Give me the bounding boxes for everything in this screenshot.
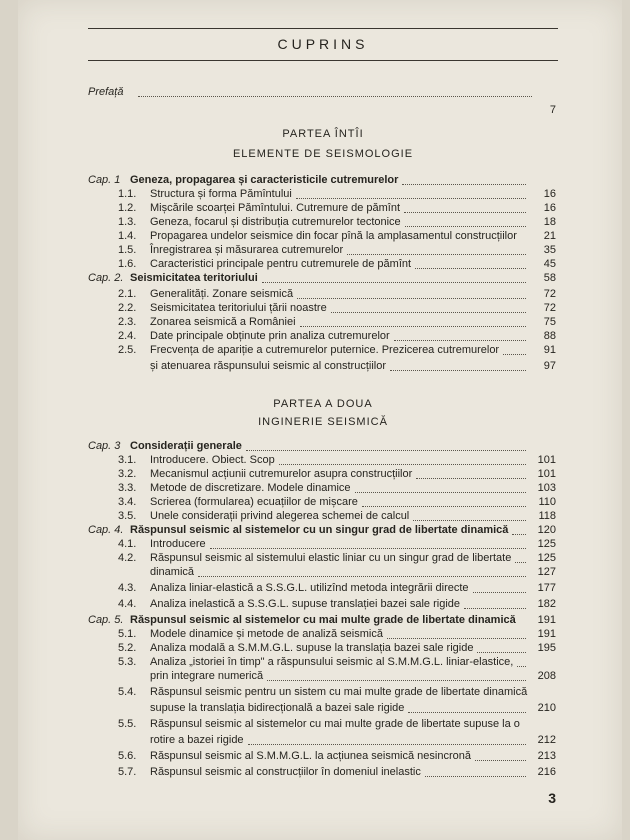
entry-page: 210 <box>537 702 556 714</box>
entry-title: Mișcările scoarței Pămîntului. Cutremure de pămînt <box>150 202 401 214</box>
entry-title: Unele considerații privind alegerea schemei de calcul <box>150 510 410 522</box>
entry-title: Răspunsul seismic al construcțiilor în domeniul inelastic <box>150 766 421 778</box>
entry-page: 88 <box>543 330 556 342</box>
dot-leader <box>267 680 526 681</box>
title-rule <box>88 60 558 61</box>
entry-title: Răspunsul seismic pentru un sistem cu mai multe grade de libertate dinamică <box>150 686 528 698</box>
entry-title: Frecvența de apariție a cutremurelor puternice. Prezicerea cutremurelor <box>150 344 500 356</box>
dot-leader <box>138 96 532 97</box>
entry-number: 5.1. <box>118 628 137 640</box>
entry-number: 2.5. <box>118 344 137 356</box>
entry-title: Metode de discretizare. Modele dinamice <box>150 482 351 494</box>
entry-page: 127 <box>537 566 556 578</box>
dot-leader <box>387 638 526 639</box>
entry-title: dinamică <box>150 566 195 578</box>
entry-page: 16 <box>543 188 556 200</box>
dot-leader <box>415 268 526 269</box>
entry-number: 5.3. <box>118 656 137 668</box>
dot-leader <box>262 282 526 283</box>
section-entry <box>18 716 622 732</box>
dot-leader <box>512 534 526 535</box>
entry-page: 125 <box>537 552 556 564</box>
entry-page: 120 <box>537 524 556 536</box>
dot-leader <box>279 464 526 465</box>
entry-title: Caracteristici principale pentru cutremurele de pămînt <box>150 258 412 270</box>
section-entry <box>18 342 622 358</box>
dot-leader <box>475 760 526 761</box>
entry-page: 35 <box>543 244 556 256</box>
entry-page: 72 <box>543 302 556 314</box>
part2-label: PARTEA A DOUA <box>273 398 373 410</box>
entry-number: 5.6. <box>118 750 137 762</box>
entry-title: Introducere. Obiect. Scop <box>150 454 275 466</box>
entry-title: Răspunsul seismic al sistemului elastic liniar cu un singur grad de libertate <box>150 552 512 564</box>
entry-page: 110 <box>538 496 556 508</box>
section-entry <box>18 668 622 684</box>
section-entry <box>18 748 622 764</box>
part1-name: ELEMENTE DE SEISMOLOGIE <box>232 148 414 160</box>
entry-number: Cap. 3 <box>88 440 121 452</box>
entry-title: Înregistrarea și măsurarea cutremurelor <box>150 244 344 256</box>
entry-number: 2.3. <box>118 316 137 328</box>
entry-number: 4.4. <box>118 598 137 610</box>
dot-leader <box>425 776 526 777</box>
entry-page: 75 <box>543 316 556 328</box>
entry-page: 213 <box>537 750 556 762</box>
entry-page: 21 <box>543 230 556 242</box>
entry-page: 103 <box>537 482 556 494</box>
dot-leader <box>416 478 526 479</box>
entry-number: 3.1. <box>118 454 137 466</box>
preface-page: 7 <box>549 104 556 116</box>
dot-leader <box>297 298 526 299</box>
dot-leader <box>300 326 526 327</box>
entry-number: 3.5. <box>118 510 137 522</box>
entry-page: 91 <box>543 344 556 356</box>
dot-leader <box>347 254 526 255</box>
entry-page: 212 <box>537 734 556 746</box>
entry-page: 125 <box>537 538 556 550</box>
entry-number: Cap. 4. <box>88 524 124 536</box>
entry-page: 72 <box>543 288 556 300</box>
entry-number: 2.4. <box>118 330 137 342</box>
entry-number: 3.4. <box>118 496 137 508</box>
entry-page: 177 <box>537 582 556 594</box>
book-page <box>18 0 622 840</box>
entry-title: Structura și forma Pămîntului <box>150 188 292 200</box>
dot-leader <box>477 652 526 653</box>
section-entry <box>18 700 622 716</box>
entry-title: Considerații generale <box>130 440 242 452</box>
entry-number: 4.2. <box>118 552 137 564</box>
dot-leader <box>464 608 526 609</box>
preface-page-row <box>18 102 622 118</box>
entry-number: 1.1. <box>118 188 137 200</box>
entry-page: 118 <box>538 510 556 522</box>
entry-title: Analiza inelastică a S.S.G.L. supuse translației bazei sale rigide <box>150 598 461 610</box>
entry-number: 2.2. <box>118 302 137 314</box>
dot-leader <box>404 212 526 213</box>
dot-leader <box>390 370 526 371</box>
entry-title: Zonarea seismică a României <box>150 316 296 328</box>
entry-number: Cap. 2. <box>88 272 124 284</box>
entry-number: 1.5. <box>118 244 137 256</box>
entry-title: rotire a bazei rigide <box>150 734 244 746</box>
entry-page: 101 <box>537 468 556 480</box>
entry-title: Introducere <box>150 538 206 550</box>
section-entry <box>18 580 622 596</box>
section-entry <box>18 596 622 612</box>
dot-leader <box>408 712 526 713</box>
preface-label: Prefață <box>88 86 124 98</box>
entry-page: 208 <box>537 670 556 682</box>
section-entry <box>18 684 622 700</box>
dot-leader <box>517 666 526 667</box>
entry-title: Răspunsul seismic al sistemelor cu un singur grad de libertate dinamică <box>130 524 509 536</box>
dot-leader <box>503 354 526 355</box>
dot-leader <box>362 506 526 507</box>
part1-label: PARTEA ÎNTÎI <box>282 128 364 140</box>
dot-leader <box>248 744 526 745</box>
entry-title: Mecanismul acțiunii cutremurelor asupra construcțiilor <box>150 468 413 480</box>
entry-page: 195 <box>537 642 556 654</box>
entry-title: Generalități. Zonare seismică <box>150 288 294 300</box>
entry-page: 16 <box>543 202 556 214</box>
entry-number: 5.4. <box>118 686 137 698</box>
section-entry <box>18 564 622 580</box>
dot-leader <box>413 520 526 521</box>
page-title: CUPRINS <box>277 36 369 52</box>
entry-title: Analiza liniar-elastică a S.S.G.L. utilizînd metoda integrării directe <box>150 582 469 594</box>
entry-page: 97 <box>543 360 556 372</box>
entry-title: prin integrare numerică <box>150 670 264 682</box>
entry-title: Date principale obținute prin analiza cutremurelor <box>150 330 390 342</box>
entry-title: Geneza, focarul și distribuția cutremurelor tectonice <box>150 216 401 228</box>
entry-title: Seismicitatea teritoriului <box>130 272 258 284</box>
entry-number: 1.6. <box>118 258 137 270</box>
entry-number: 3.2. <box>118 468 137 480</box>
dot-leader <box>296 198 526 199</box>
entry-page: 58 <box>543 272 556 284</box>
section-entry <box>18 732 622 748</box>
entry-number: 1.4. <box>118 230 137 242</box>
entry-page: 101 <box>537 454 556 466</box>
entry-title: Răspunsul seismic al sistemelor cu mai multe grade de libertate dinamică <box>130 614 516 626</box>
entry-number: 4.3. <box>118 582 137 594</box>
entry-number: Cap. 5. <box>88 614 124 626</box>
entry-title: Geneza, propagarea și caracteristicile cutremurelor <box>130 174 399 186</box>
entry-number: 5.5. <box>118 718 137 730</box>
section-entry <box>18 358 622 374</box>
entry-page: 191 <box>537 628 556 640</box>
page-number: 3 <box>548 790 556 806</box>
entry-number: 2.1. <box>118 288 137 300</box>
entry-page: 191 <box>537 614 556 626</box>
entry-page: 216 <box>537 766 556 778</box>
entry-title: Seismicitatea teritoriului țării noastre <box>150 302 327 314</box>
dot-leader <box>355 492 526 493</box>
entry-number: 1.3. <box>118 216 137 228</box>
entry-title: și atenuarea răspunsului seismic al construcțiilor <box>150 360 386 372</box>
entry-number: 5.2. <box>118 642 137 654</box>
dot-leader <box>405 226 526 227</box>
entry-title: supuse la translația bidirecțională a bazei sale rigide <box>150 702 405 714</box>
entry-number: 4.1. <box>118 538 137 550</box>
entry-number: 1.2. <box>118 202 137 214</box>
section-entry <box>18 764 622 780</box>
entry-title: Modele dinamice și metode de analiză seismică <box>150 628 383 640</box>
dot-leader <box>210 548 526 549</box>
top-rule <box>88 28 558 29</box>
entry-number: 3.3. <box>118 482 137 494</box>
entry-title: Scrierea (formularea) ecuațiilor de mișcare <box>150 496 358 508</box>
entry-title: Analiza „istoriei în timp" a răspunsului seismic al S.M.M.G.L. liniar-elastice, <box>150 656 514 668</box>
entry-title: Propagarea undelor seismice din focar pînă la amplasamentul construcțiilor <box>150 230 517 242</box>
entry-page: 45 <box>543 258 556 270</box>
entry-title: Răspunsul seismic al sistemelor cu mai multe grade de libertate supuse la o <box>150 718 520 730</box>
dot-leader <box>331 312 526 313</box>
dot-leader <box>198 576 526 577</box>
entry-title: Răspunsul seismic al S.M.M.G.L. la acțiunea seismică nesincronă <box>150 750 471 762</box>
entry-number: Cap. 1 <box>88 174 121 186</box>
part2-name: INGINERIE SEISMICĂ <box>258 416 388 428</box>
chapter-entry <box>18 270 622 286</box>
entry-page: 18 <box>543 216 556 228</box>
dot-leader <box>246 450 526 451</box>
preface-entry <box>18 84 622 100</box>
entry-number: 5.7. <box>118 766 137 778</box>
dot-leader <box>515 562 526 563</box>
dot-leader <box>402 184 526 185</box>
entry-title: Analiza modală a S.M.M.G.L. supuse la translația bazei sale rigide <box>150 642 474 654</box>
dot-leader <box>473 592 526 593</box>
dot-leader <box>394 340 526 341</box>
entry-page: 182 <box>537 598 556 610</box>
